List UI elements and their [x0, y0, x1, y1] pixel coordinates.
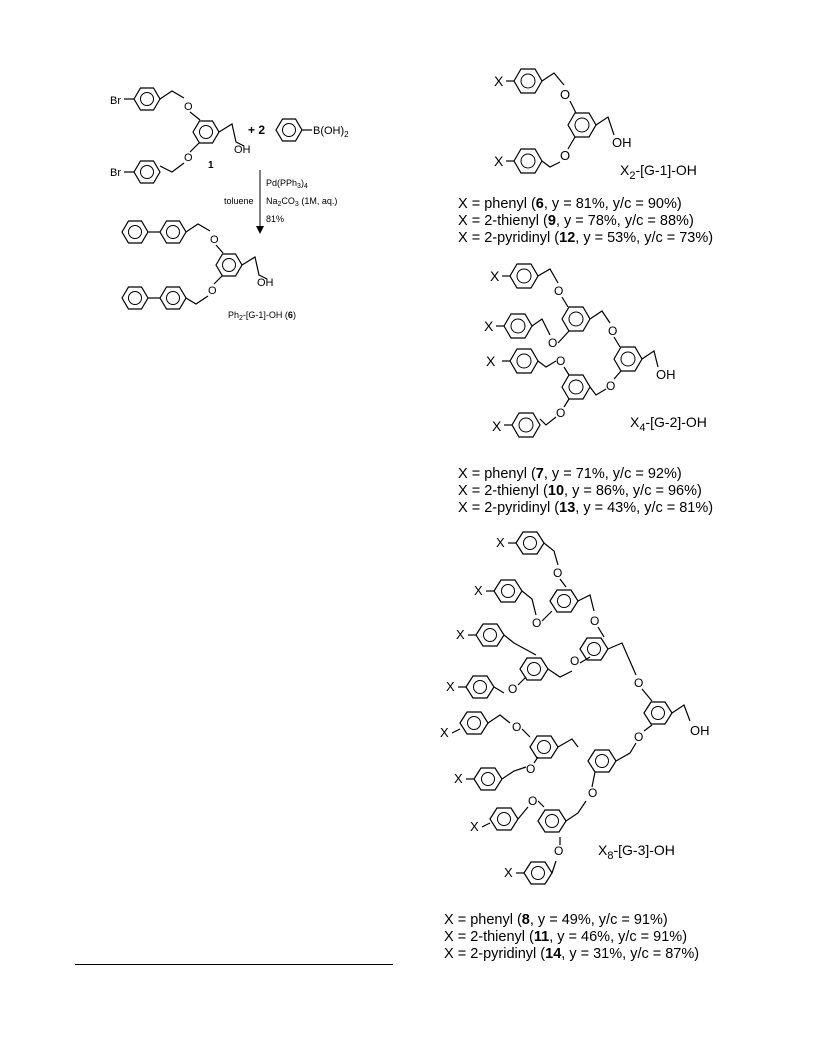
catalyst-close: ): [300, 178, 304, 188]
g2-row-phenyl: [458, 466, 713, 483]
row-suffix: , y = 46%, y/c = 91%): [549, 929, 688, 945]
x-substituent-label: X: [486, 353, 496, 369]
g2-title-sub: 4: [639, 422, 646, 434]
row-suffix: , y = 31%, y/c = 87%): [561, 946, 700, 962]
row-prefix: X = phenyl (: [458, 196, 536, 212]
oxygen-label: O: [570, 654, 580, 668]
oxygen-label: O: [634, 730, 644, 744]
compound-number: 12: [559, 230, 576, 246]
catalyst-sub: 3: [297, 183, 301, 190]
oxygen-label: O: [512, 720, 522, 734]
bromine-label-bottom: Br: [110, 167, 121, 179]
oxygen-label: O: [556, 354, 566, 368]
boronic-acid-subscript: 2: [344, 130, 349, 139]
oxygen-label: O: [588, 786, 598, 800]
product-6-label: [228, 310, 296, 322]
product-sub: 2: [239, 315, 243, 322]
oxygen-label: O: [532, 616, 542, 630]
g3-row-phenyl: [444, 912, 699, 929]
row-suffix: , y = 53%, y/c = 73%): [575, 230, 714, 246]
g1-title-tail: -[G-1]-OH: [635, 162, 697, 178]
row-suffix: , y = 43%, y/c = 81%): [575, 500, 714, 516]
x-substituent-label: X: [470, 819, 479, 834]
hydroxyl-label: OH: [234, 144, 251, 156]
hydroxyl-label: OH: [690, 723, 710, 738]
row-prefix: X = 2-thienyl (: [458, 483, 548, 499]
g2-row-pyridinyl: [458, 500, 713, 517]
phenylboronic-acid-structure: [276, 119, 349, 141]
x-substituent-label: X: [494, 73, 504, 89]
product-text: Ph: [228, 310, 240, 320]
oxygen-label: O: [634, 676, 644, 690]
yield-label: 81%: [266, 214, 285, 224]
x-substituent-label: X: [446, 679, 455, 694]
compound-number: 11: [533, 929, 550, 945]
g3-title-sub: 8: [607, 850, 614, 862]
row-prefix: X = 2-thienyl (: [458, 213, 548, 229]
compound-number: 7: [535, 466, 544, 482]
catalyst-label: [266, 178, 308, 190]
oxygen-label: O: [210, 234, 219, 246]
boronic-acid-text: B(OH): [313, 125, 345, 137]
x-substituent-label: X: [454, 771, 463, 786]
row-suffix: , y = 71%, y/c = 92%): [543, 466, 682, 482]
boronic-acid-label: [313, 125, 349, 139]
x-substituent-label: X: [490, 268, 500, 284]
base-label: [266, 196, 337, 208]
g1-row-phenyl: [458, 196, 713, 213]
row-prefix: X = phenyl (: [444, 912, 522, 928]
g1-title-main: X: [620, 162, 630, 178]
g3-dendron-structure: [438, 525, 768, 895]
product-number: 6: [287, 310, 293, 320]
x-substituent-label: X: [440, 725, 449, 740]
x-substituent-label: X: [504, 865, 513, 880]
oxygen-label: O: [553, 566, 563, 580]
base-sub: 2: [277, 201, 282, 208]
g2-dendron-structure: [478, 255, 798, 455]
g1-title-sub: 2: [629, 170, 636, 182]
hydroxyl-label: OH: [656, 367, 676, 382]
row-suffix: , y = 86%, y/c = 96%): [564, 483, 702, 499]
g3-title-tail: -[G-3]-OH: [613, 842, 675, 858]
x-substituent-label: X: [492, 418, 502, 434]
g3-yield-table: [444, 912, 699, 963]
oxygen-label: O: [208, 285, 217, 297]
x-substituent-label: X: [456, 627, 465, 642]
row-prefix: X = phenyl (: [458, 466, 536, 482]
g3-row-pyridinyl: [444, 946, 699, 963]
oxygen-label: O: [554, 284, 564, 298]
row-suffix: , y = 49%, y/c = 91%): [529, 912, 668, 928]
oxygen-label: O: [606, 379, 616, 393]
oxygen-label: O: [554, 844, 564, 858]
g3-title: [598, 842, 675, 862]
g1-title: [620, 162, 697, 182]
oxygen-label: O: [528, 794, 538, 808]
hydroxyl-label: OH: [257, 277, 274, 289]
g2-title: [630, 414, 707, 434]
oxygen-label: O: [560, 87, 571, 102]
hydroxyl-label: OH: [612, 135, 632, 150]
base-sub2: 3: [294, 201, 299, 208]
g3-row-thienyl: [444, 929, 699, 946]
x-substituent-label: X: [496, 535, 505, 550]
bromine-label-top: Br: [110, 95, 121, 107]
g1-row-pyridinyl: [458, 230, 713, 247]
row-prefix: X = 2-thienyl (: [444, 929, 534, 945]
oxygen-label: O: [608, 324, 618, 338]
compound-number: 6: [535, 196, 544, 212]
g1-row-thienyl: [458, 213, 713, 230]
base-text: Na: [266, 196, 278, 206]
g2-row-thienyl: [458, 483, 713, 500]
row-suffix: , y = 81%, y/c = 90%): [543, 196, 682, 212]
compound-number-1: 1: [208, 160, 214, 171]
row-prefix: X = 2-pyridinyl (: [458, 500, 560, 516]
oxygen-label: O: [184, 152, 193, 164]
oxygen-label: O: [184, 101, 193, 113]
g2-title-tail: -[G-2]-OH: [645, 414, 707, 430]
catalyst-text: Pd(PPh: [266, 178, 298, 188]
footnote-divider: [75, 964, 393, 965]
catalyst-sub2: 4: [303, 183, 308, 190]
oxygen-label: O: [526, 762, 536, 776]
g2-title-main: X: [630, 414, 640, 430]
x-substituent-label: X: [494, 153, 504, 169]
g1-yield-table: [458, 196, 713, 247]
compound-number: 14: [545, 946, 562, 962]
oxygen-label: O: [560, 148, 571, 163]
base-mid: CO: [281, 196, 295, 206]
g3-title-main: X: [598, 842, 608, 858]
reaction-scheme: [0, 0, 400, 340]
reaction-arrow: [256, 170, 264, 234]
row-prefix: X = 2-pyridinyl (: [458, 230, 560, 246]
compound-number: 8: [521, 912, 530, 928]
reactant-1-structure: [110, 88, 251, 183]
row-prefix: X = 2-pyridinyl (: [444, 946, 546, 962]
x-substituent-label: X: [474, 583, 483, 598]
product-6-structure: [122, 221, 274, 309]
oxygen-label: O: [508, 682, 518, 696]
oxygen-label: O: [556, 406, 566, 420]
oxygen-label: O: [590, 614, 600, 628]
x-substituent-label: X: [484, 318, 494, 334]
compound-number: 9: [547, 213, 556, 229]
g2-yield-table: [458, 466, 713, 517]
base-tail: (1M, aq.): [298, 196, 338, 206]
solvent-label: toluene: [224, 196, 254, 206]
compound-number: 10: [547, 483, 565, 499]
compound-number: 13: [559, 500, 576, 516]
product-tail: -[G-1]-OH (: [242, 310, 288, 320]
oxygen-label: O: [548, 336, 558, 350]
product-close: ): [292, 310, 296, 320]
row-suffix: , y = 78%, y/c = 88%): [555, 213, 694, 229]
plus-two: + 2: [248, 123, 266, 137]
